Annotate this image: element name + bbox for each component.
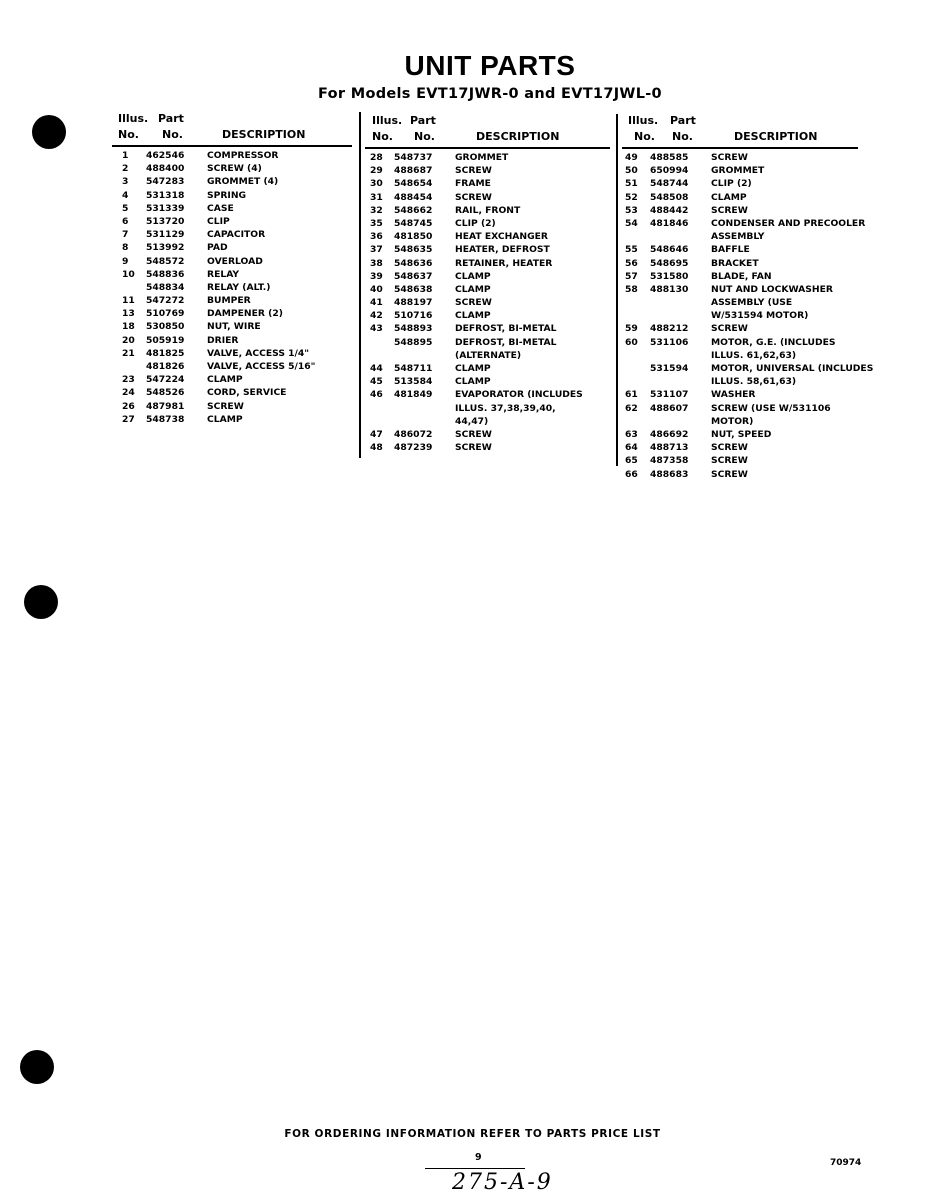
part-description: SCREW <box>455 428 492 440</box>
part-number: 547224 <box>146 374 185 386</box>
part-number: 488683 <box>650 468 689 480</box>
part-number: 548637 <box>394 270 433 282</box>
illus-number: 57 <box>625 270 638 282</box>
part-number: 481850 <box>394 231 433 243</box>
part-description: CLAMP <box>455 376 491 388</box>
part-description: (ALTERNATE) <box>455 349 522 361</box>
part-description: ILLUS. 37,38,39,40, <box>455 402 556 414</box>
part-number: 531580 <box>650 270 689 282</box>
part-number: 488607 <box>650 402 689 414</box>
part-description: MOTOR) <box>711 415 754 427</box>
illus-number: 32 <box>370 204 383 216</box>
col2-header-description: DESCRIPTION <box>476 130 560 143</box>
illus-number: 41 <box>370 297 383 309</box>
binder-hole-middle <box>24 585 58 619</box>
part-number: 548737 <box>394 152 433 163</box>
part-number: 487239 <box>394 442 433 454</box>
illus-number: 28 <box>370 152 383 163</box>
part-description: CLIP (2) <box>711 178 752 190</box>
part-number: 488454 <box>394 191 433 203</box>
illus-number: 50 <box>625 165 638 177</box>
part-description: SCREW <box>711 152 748 163</box>
part-number: 548526 <box>146 387 185 399</box>
part-description: SPRING <box>207 189 247 201</box>
part-number: 488197 <box>394 297 433 309</box>
part-number: 486692 <box>650 428 689 440</box>
part-number: 487981 <box>146 400 185 412</box>
part-description: RETAINER, HEATER <box>455 257 553 269</box>
illus-number: 35 <box>370 217 383 229</box>
illus-number: 66 <box>625 468 638 480</box>
col1-header-illus: Illus. <box>118 112 149 125</box>
part-description: MOTOR, G.E. (INCLUDES <box>711 336 836 348</box>
col1-header-no2: No. <box>162 128 183 141</box>
part-number: 548646 <box>650 244 689 256</box>
illus-number: 65 <box>625 455 638 467</box>
illus-number: 62 <box>625 402 638 414</box>
part-number: 547272 <box>146 295 185 307</box>
part-number: 548662 <box>394 204 433 216</box>
part-description: VALVE, ACCESS 1/4" <box>207 347 310 359</box>
part-description: NUT, SPEED <box>711 428 772 440</box>
part-number: 548711 <box>394 363 433 374</box>
illus-number: 42 <box>370 310 383 322</box>
illus-number: 55 <box>625 244 638 256</box>
part-description: SCREW <box>711 323 748 335</box>
part-number: 510716 <box>394 310 433 322</box>
part-description: CAPACITOR <box>207 229 266 241</box>
part-number: 531106 <box>650 336 689 348</box>
illus-number: 38 <box>370 257 383 269</box>
part-number: 510769 <box>146 308 185 320</box>
part-description: NUT, WIRE <box>207 321 261 333</box>
part-description: COMPRESSOR <box>207 150 279 161</box>
col3-header-description: DESCRIPTION <box>734 130 818 143</box>
part-number: 481825 <box>146 347 185 359</box>
col2-header-no1: No. <box>372 130 393 143</box>
illus-number: 26 <box>122 400 135 412</box>
illus-number: 64 <box>625 442 638 454</box>
part-description: GROMMET <box>455 152 509 163</box>
part-description: OVERLOAD <box>207 255 263 267</box>
part-number: 487358 <box>650 455 689 467</box>
illus-number: 56 <box>625 257 638 269</box>
part-description: W/531594 MOTOR) <box>711 310 809 322</box>
col1-header-part: Part <box>158 112 184 125</box>
illus-number: 52 <box>625 191 638 203</box>
illus-number: 63 <box>625 428 638 440</box>
part-description: ILLUS. 61,62,63) <box>711 349 797 361</box>
part-description: RELAY (ALT.) <box>207 281 271 293</box>
part-number: 650994 <box>650 165 689 177</box>
part-description: CLAMP <box>207 374 243 386</box>
illus-number: 7 <box>122 229 129 241</box>
col3-header-rule <box>622 147 858 149</box>
column-divider-1 <box>359 112 361 458</box>
part-number: 531107 <box>650 389 689 401</box>
part-description: WASHER <box>711 389 756 401</box>
col1-header-rule <box>112 145 352 147</box>
page-number: 9 <box>475 1152 482 1163</box>
part-description: CLAMP <box>711 191 747 203</box>
part-description: CONDENSER AND PRECOOLER <box>711 217 866 229</box>
part-description: DRIER <box>207 334 239 346</box>
part-description: SCREW <box>455 442 492 454</box>
part-description: SCREW (4) <box>207 163 262 175</box>
part-description: CLIP (2) <box>455 217 496 229</box>
part-description: CLAMP <box>455 270 491 282</box>
col3-header-illus: Illus. <box>628 114 659 127</box>
part-description: CLAMP <box>455 363 491 374</box>
part-number: 488130 <box>650 283 689 295</box>
part-number: 531594 <box>650 363 689 374</box>
part-number: 513992 <box>146 242 185 254</box>
part-description: GROMMET (4) <box>207 176 279 188</box>
part-number: 486072 <box>394 428 433 440</box>
illus-number: 3 <box>122 176 129 188</box>
col3-header-no2: No. <box>672 130 693 143</box>
illus-number: 23 <box>122 374 135 386</box>
part-number: 548893 <box>394 323 433 335</box>
col3-header-part: Part <box>670 114 696 127</box>
page-number-rule <box>425 1168 525 1169</box>
illus-number: 10 <box>122 268 135 280</box>
part-description: DAMPENER (2) <box>207 308 283 320</box>
part-number: 531339 <box>146 202 185 214</box>
part-description: SCREW <box>711 468 748 480</box>
illus-number: 20 <box>122 334 135 346</box>
illus-number: 5 <box>122 202 129 214</box>
part-number: 548836 <box>146 268 185 280</box>
part-description: HEATER, DEFROST <box>455 244 550 256</box>
illus-number: 59 <box>625 323 638 335</box>
part-number: 547283 <box>146 176 185 188</box>
illus-number: 4 <box>122 189 129 201</box>
part-description: SCREW <box>711 455 748 467</box>
illus-number: 51 <box>625 178 638 190</box>
col2-header-no2: No. <box>414 130 435 143</box>
part-number: 548636 <box>394 257 433 269</box>
illus-number: 58 <box>625 283 638 295</box>
illus-number: 61 <box>625 389 638 401</box>
part-description: RAIL, FRONT <box>455 204 521 216</box>
part-number: 488442 <box>650 204 689 216</box>
part-description: SCREW (USE W/531106 <box>711 402 831 414</box>
illus-number: 1 <box>122 150 129 161</box>
part-description: SCREW <box>711 204 748 216</box>
illus-number: 8 <box>122 242 129 254</box>
part-number: 548895 <box>394 336 433 348</box>
col1-header-no1: No. <box>118 128 139 141</box>
part-description: VALVE, ACCESS 5/16" <box>207 361 316 372</box>
part-description: NUT AND LOCKWASHER <box>711 283 833 295</box>
part-number: 513720 <box>146 215 185 227</box>
illus-number: 6 <box>122 215 129 227</box>
part-number: 488713 <box>650 442 689 454</box>
column-divider-2 <box>616 114 618 466</box>
illus-number: 37 <box>370 244 383 256</box>
part-description: CORD, SERVICE <box>207 387 287 399</box>
illus-number: 49 <box>625 152 638 163</box>
illus-number: 39 <box>370 270 383 282</box>
part-number: 548834 <box>146 281 185 293</box>
col2-header-illus: Illus. <box>372 114 403 127</box>
col1-header-description: DESCRIPTION <box>222 128 306 141</box>
part-number: 548635 <box>394 244 433 256</box>
part-description: CLAMP <box>455 310 491 322</box>
illus-number: 54 <box>625 217 638 229</box>
part-number: 513584 <box>394 376 433 388</box>
part-description: HEAT EXCHANGER <box>455 231 548 243</box>
part-number: 488212 <box>650 323 689 335</box>
part-description: BRACKET <box>711 257 759 269</box>
illus-number: 21 <box>122 347 135 359</box>
part-description: CLAMP <box>455 283 491 295</box>
page-title: UNIT PARTS <box>404 50 576 81</box>
illus-number: 40 <box>370 283 383 295</box>
illus-number: 18 <box>122 321 135 333</box>
part-description: ASSEMBLY (USE <box>711 297 793 309</box>
illus-number: 27 <box>122 413 135 425</box>
binder-hole-bottom <box>20 1050 54 1084</box>
illus-number: 30 <box>370 178 383 190</box>
part-number: 481826 <box>146 361 185 372</box>
illus-number: 29 <box>370 165 383 177</box>
part-description: ILLUS. 58,61,63) <box>711 376 797 388</box>
illus-number: 44 <box>370 363 383 374</box>
part-number: 462546 <box>146 150 185 161</box>
part-number: 488585 <box>650 152 689 163</box>
part-number: 488400 <box>146 163 185 175</box>
document-number: 70974 <box>830 1158 862 1168</box>
part-number: 548638 <box>394 283 433 295</box>
part-description: SCREW <box>455 165 492 177</box>
part-number: 548508 <box>650 191 689 203</box>
part-description: DEFROST, BI-METAL <box>455 336 557 348</box>
part-number: 548654 <box>394 178 433 190</box>
part-number: 548738 <box>146 413 185 425</box>
part-description: 44,47) <box>455 415 489 427</box>
handwritten-note: 275-A-9 <box>452 1170 553 1195</box>
part-description: RELAY <box>207 268 240 280</box>
part-number: 531318 <box>146 189 185 201</box>
part-description: BLADE, FAN <box>711 270 772 282</box>
illus-number: 31 <box>370 191 383 203</box>
part-description: ASSEMBLY <box>711 231 765 243</box>
part-description: PAD <box>207 242 228 254</box>
illus-number: 45 <box>370 376 383 388</box>
ordering-info-footer: FOR ORDERING INFORMATION REFER TO PARTS PRICE LIST <box>284 1128 661 1140</box>
part-description: SCREW <box>711 442 748 454</box>
part-number: 481849 <box>394 389 433 401</box>
illus-number: 13 <box>122 308 135 320</box>
col2-header-rule <box>365 147 610 149</box>
illus-number: 48 <box>370 442 383 454</box>
part-number: 548745 <box>394 217 433 229</box>
part-description: BUMPER <box>207 295 251 307</box>
binder-hole-top <box>32 115 66 149</box>
part-description: SCREW <box>455 191 492 203</box>
col2-header-part: Part <box>410 114 436 127</box>
part-description: CLAMP <box>207 413 243 425</box>
illus-number: 9 <box>122 255 129 267</box>
part-number: 531129 <box>146 229 185 241</box>
illus-number: 43 <box>370 323 383 335</box>
part-number: 505919 <box>146 334 185 346</box>
part-description: EVAPORATOR (INCLUDES <box>455 389 583 401</box>
illus-number: 24 <box>122 387 135 399</box>
illus-number: 47 <box>370 428 383 440</box>
part-description: CLIP <box>207 215 230 227</box>
illus-number: 2 <box>122 163 129 175</box>
illus-number: 36 <box>370 231 383 243</box>
part-number: 548695 <box>650 257 689 269</box>
part-number: 530850 <box>146 321 185 333</box>
part-description: MOTOR, UNIVERSAL (INCLUDES <box>711 363 874 374</box>
part-description: DEFROST, BI-METAL <box>455 323 557 335</box>
illus-number: 53 <box>625 204 638 216</box>
illus-number: 60 <box>625 336 638 348</box>
col3-header-no1: No. <box>634 130 655 143</box>
illus-number: 46 <box>370 389 383 401</box>
part-description: BAFFLE <box>711 244 750 256</box>
part-number: 488687 <box>394 165 433 177</box>
illus-number: 11 <box>122 295 135 307</box>
part-number: 481846 <box>650 217 689 229</box>
part-description: CASE <box>207 202 234 214</box>
part-description: SCREW <box>207 400 244 412</box>
part-number: 548744 <box>650 178 689 190</box>
page-subtitle: For Models EVT17JWR-0 and EVT17JWL-0 <box>318 86 662 102</box>
part-description: FRAME <box>455 178 491 190</box>
part-description: SCREW <box>455 297 492 309</box>
part-description: GROMMET <box>711 165 765 177</box>
part-number: 548572 <box>146 255 185 267</box>
